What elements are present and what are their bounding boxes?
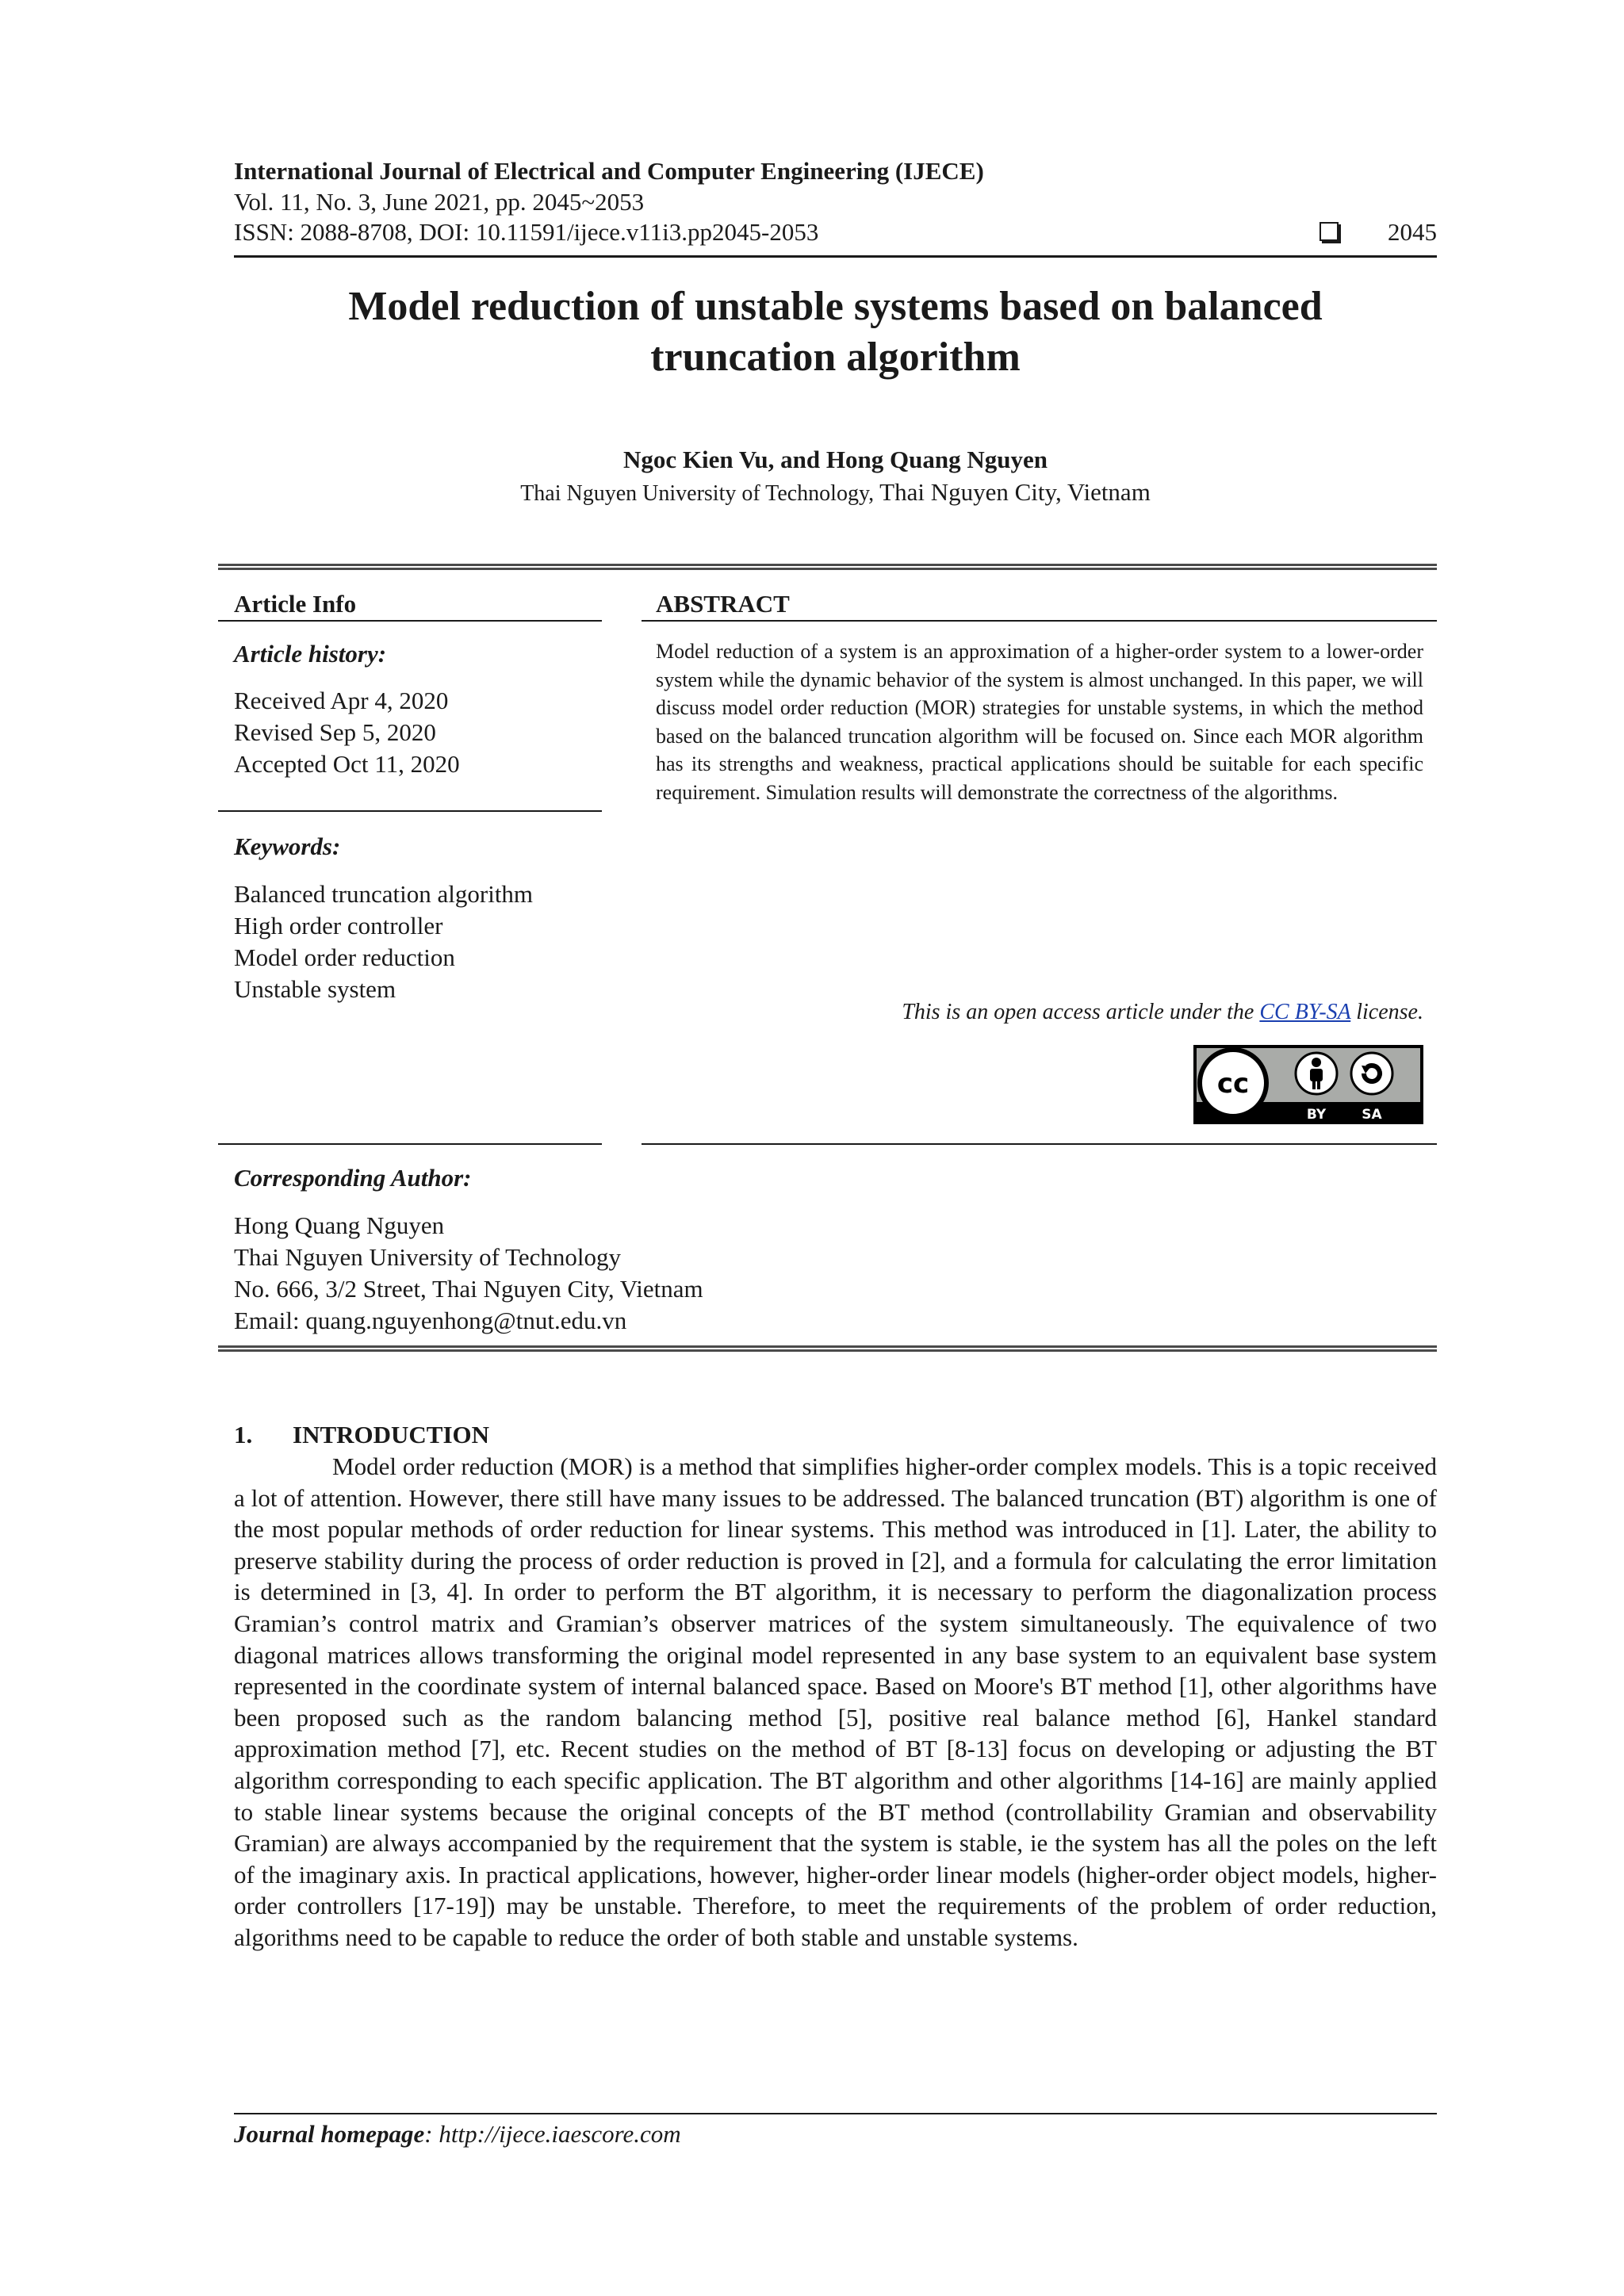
introduction-paragraph: Model order reduction (MOR) is a method that simplifies higher-order complex models. This is a topic received a lot of attention. However, there still have many issues to be addressed. The balanced truncation (BT) algorithm is one of the most popular methods of order reduction for linear systems. This method was introduced in [1]. Later, the ability to preserve stability during the process of order reduction is proved in [2], and a formula for calculating the error limitation is determined in [3, 4]. In order to perform the BT algorithm, it is necessary to perform the diagonalization process Gramian’s control matrix and Gramian’s observer matrices of the system simultaneously. The equivalence of two diagonal matrices allows transforming the original model represented in any base system to an equivalent base system represented in the coordinate system of internal balanced space. Based on Moore's BT method [1], other algorithms have been proposed such as the random balancing method [5], positive real balance method [6], Hankel standard approximation method [7], etc. Recent studies on the method of BT [8-13] focus on developing or adjusting the BT algorithm corresponding to each specific application. The BT algorithm and other algorithms [14-16] are mainly applied to stable linear systems because the original concepts of the BT method (controllability Gramian and observability Gramian) are always accompanied by the requirement that the system is stable, ie the system has all the poles on the left of the imaginary axis. In practical applications, however, higher-order linear models (higher-order object models, higher-order controllers [17-19]) may be unstable. Therefore, to meet the requirements of the problem of order reduction, algorithms need to be capable to reduce the order of both stable and unstable systems. (234, 1452, 1437, 1951)
info-box-top-rule (218, 564, 1437, 570)
volume-line: Vol. 11, No. 3, June 2021, pp. 2045~2053 (234, 188, 645, 216)
affiliation-university: Thai Nguyen University of Technology, (520, 481, 880, 506)
section-number: 1. (234, 1421, 253, 1448)
keyword-item: High order controller (234, 912, 443, 939)
affiliation-city: Thai Nguyen City, Vietnam (879, 478, 1151, 506)
affiliation (234, 476, 1437, 510)
keywords-heading: Keywords: (234, 832, 341, 860)
homepage-url[interactable]: : http://ijece.iaescore.com (424, 2120, 681, 2148)
title-line-1: Model reduction of unstable systems based on balanced (348, 284, 1323, 329)
abstract-heading: ABSTRACT (656, 590, 790, 618)
article-info-heading: Article Info (234, 590, 357, 618)
footer-divider (234, 2113, 1437, 2114)
cc-icon: cc (1216, 1068, 1250, 1100)
corresponding-author-heading: Corresponding Author: (234, 1164, 472, 1192)
history-accepted: Accepted Oct 11, 2020 (234, 750, 460, 778)
page-number: 2045 (1388, 218, 1437, 246)
homepage-label: Journal homepage (234, 2120, 425, 2148)
info-box-bottom-rule (218, 1345, 1437, 1352)
corresponding-author-details (234, 1210, 703, 1337)
abstract-underline (642, 620, 1437, 622)
corresponding-email: Email: quang.nguyenhong@tnut.edu.vn (234, 1307, 627, 1334)
journal-name: International Journal of Electrical and Computer Engineering (IJECE) (234, 157, 984, 185)
by-label: BY (1306, 1107, 1327, 1123)
section-heading-introduction (234, 1419, 489, 1451)
keywords-divider (218, 810, 602, 812)
journal-homepage (234, 2118, 681, 2150)
share-alike-icon (1351, 1053, 1392, 1094)
paper-title (234, 281, 1437, 383)
title-line-2: truncation algorithm (650, 335, 1021, 380)
author-list: Ngoc Kien Vu, and Hong Quang Nguyen (623, 446, 1048, 473)
license-suffix: license. (1350, 1000, 1423, 1024)
license-notice (656, 998, 1423, 1027)
issn-doi-line: ISSN: 2088-8708, DOI: 10.11591/ijece.v11i3.pp2045-2053 (234, 218, 819, 246)
info-column-end-rule (218, 1143, 602, 1145)
cc-by-sa-link[interactable]: CC BY-SA (1259, 1000, 1351, 1024)
cc-by-sa-badge[interactable] (1193, 1045, 1423, 1124)
sa-label: SA (1362, 1107, 1382, 1123)
keyword-item: Balanced truncation algorithm (234, 880, 534, 908)
cc-badge-graphic (1193, 1045, 1423, 1124)
abstract-column-end-rule (642, 1143, 1437, 1145)
keywords-list (234, 878, 533, 1005)
header-divider (234, 255, 1437, 258)
corresponding-name: Hong Quang Nguyen (234, 1211, 445, 1239)
article-history-heading: Article history: (234, 640, 387, 668)
corresponding-address: No. 666, 3/2 Street, Thai Nguyen City, Vietnam (234, 1275, 703, 1303)
square-box-icon (1320, 222, 1339, 241)
corresponding-institution: Thai Nguyen University of Technology (234, 1243, 621, 1271)
history-revised: Revised Sep 5, 2020 (234, 718, 436, 746)
article-info-underline (218, 620, 602, 622)
history-received: Received Apr 4, 2020 (234, 687, 449, 714)
abstract-text: Model reduction of a system is an approximation of a higher-order system to a lower-order system while the dynamic behavior of the system is almost unchanged. In this paper, we will discuss model order reduction (MOR) strategies for unstable systems, in which the method based on the balanced truncation algorithm will be focused on. Since each MOR algorithm has its strengths and weakness, practical applications should be suitable for each specific requirement. Simulation results will demonstrate the correctness of the algorithms. (656, 640, 1423, 804)
section-title: INTRODUCTION (293, 1421, 490, 1448)
article-history-list (234, 685, 460, 780)
license-prefix: This is an open access article under the (902, 1000, 1260, 1024)
keyword-item: Unstable system (234, 975, 396, 1003)
keyword-item: Model order reduction (234, 943, 455, 971)
